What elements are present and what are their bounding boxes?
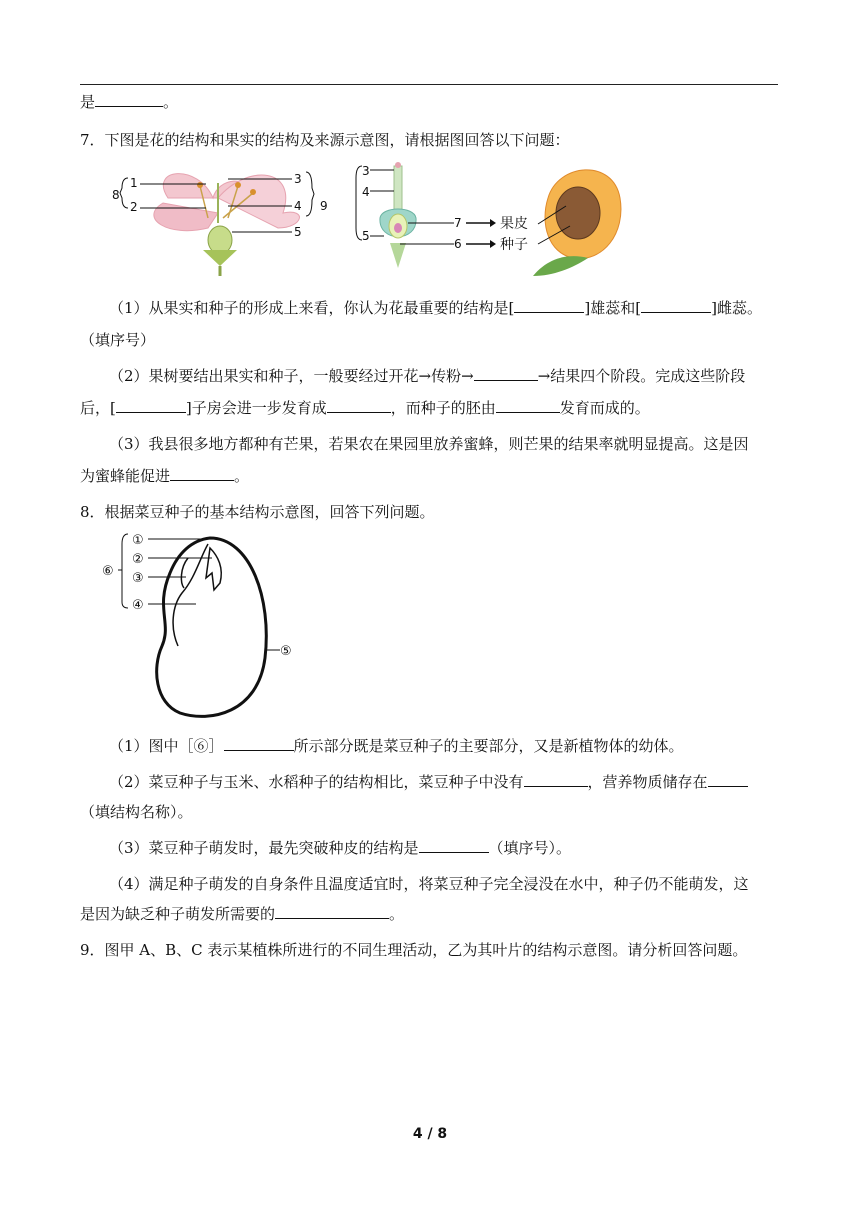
plumule-shape xyxy=(206,548,221,590)
pistil-label-4: 4 xyxy=(362,185,370,199)
q8-title: 8．根据菜豆种子的基本结构示意图，回答下列问题。 xyxy=(80,503,435,521)
answer-blank[interactable] xyxy=(474,366,538,381)
seed-label-4: ④ xyxy=(132,598,144,613)
pistil-illustration xyxy=(380,162,416,268)
flower-label-4: 4 xyxy=(294,199,302,213)
answer-blank[interactable] xyxy=(524,772,588,787)
answer-blank[interactable] xyxy=(327,398,391,413)
q8-p3: （3）菜豆种子萌发时，最先突破种皮的结构是 （填序号）。 xyxy=(109,839,572,857)
header-rule xyxy=(80,84,778,85)
flower-label-1: 1 xyxy=(130,176,138,190)
q7-p2-cont: 后，[ ]子房会进一步发育成 ，而种子的胚由 发育而成的。 xyxy=(80,399,650,417)
q7-title: 7．下图是花的结构和果实的结构及来源示意图，请根据图回答以下问题： xyxy=(80,131,570,149)
page-number: 4 / 8 xyxy=(412,1126,448,1142)
q7-p1-cont: （填序号） xyxy=(80,331,156,349)
seed-label-6: ⑥ xyxy=(102,564,114,579)
pistil-label-3: 3 xyxy=(362,164,370,178)
answer-blank[interactable] xyxy=(514,298,584,313)
q7-p2: （2）果树要结出果实和种子，一般要经过开花→传粉→ →结果四个阶段。完成这些阶段 xyxy=(109,367,746,385)
q8-p1: （1）图中［⑥］ 所示部分既是菜豆种子的主要部分，又是新植物体的幼体。 xyxy=(109,737,684,755)
pistil-label-5: 5 xyxy=(362,229,370,243)
pistil-label-7: 7 xyxy=(454,216,462,230)
q8-p2: （2）菜豆种子与玉米、水稻种子的结构相比，菜豆种子中没有 ，营养物质储存在 xyxy=(109,772,748,792)
seed-label-2: ② xyxy=(132,552,144,567)
q8-p4: （4）满足种子萌发的自身条件且温度适宜时，将菜豆种子完全浸没在水中，种子仍不能萌发，这 xyxy=(109,875,749,893)
flower-label-8: 8 xyxy=(112,188,120,202)
flower-label-2: 2 xyxy=(130,200,138,214)
flower-label-3: 3 xyxy=(294,172,302,186)
bean-seed-diagram xyxy=(100,528,300,724)
fruit-label-peel: 果皮 xyxy=(500,216,528,232)
answer-blank[interactable] xyxy=(708,772,748,787)
q6-tail: 是 。 xyxy=(80,93,179,111)
q7-p3-cont: 为蜜蜂能促进 。 xyxy=(80,467,250,485)
flower-illustration xyxy=(154,174,300,276)
answer-blank[interactable] xyxy=(224,736,294,751)
seed-label-1: ① xyxy=(132,533,144,548)
q8-p4-cont: 是因为缺乏种子萌发所需要的 。 xyxy=(80,905,405,923)
flower-label-9: 9 xyxy=(320,199,328,213)
q8-p2-cont: （填结构名称）。 xyxy=(80,803,193,821)
answer-blank[interactable] xyxy=(275,904,389,919)
q9-title: 9．图甲 A、B、C 表示某植株所进行的不同生理活动，乙为其叶片的结构示意图。请分析回答问题。 xyxy=(80,941,748,959)
peach-illustration xyxy=(533,170,621,276)
answer-blank[interactable] xyxy=(95,92,163,107)
pistil-label-6: 6 xyxy=(454,237,462,251)
answer-blank[interactable] xyxy=(496,398,560,413)
answer-blank[interactable] xyxy=(641,298,711,313)
answer-blank[interactable] xyxy=(116,398,186,413)
flower-label-5: 5 xyxy=(294,225,302,239)
answer-blank[interactable] xyxy=(419,838,489,853)
seed-label-5: ⑤ xyxy=(280,644,292,659)
q7-p1: （1）从果实和种子的形成上来看，你认为花最重要的结构是[ ]雄蕊和[ ]雌蕊。 xyxy=(109,299,762,317)
fruit-label-seed: 种子 xyxy=(500,237,528,253)
answer-blank[interactable] xyxy=(170,466,234,481)
flower-fruit-diagram xyxy=(108,158,628,278)
radicle-shape xyxy=(181,558,188,588)
seed-label-3: ③ xyxy=(132,571,144,586)
q7-p3: （3）我县很多地方都种有芒果，若果农在果园里放养蜜蜂，则芒果的结果率就明显提高。这是因 xyxy=(109,435,749,453)
